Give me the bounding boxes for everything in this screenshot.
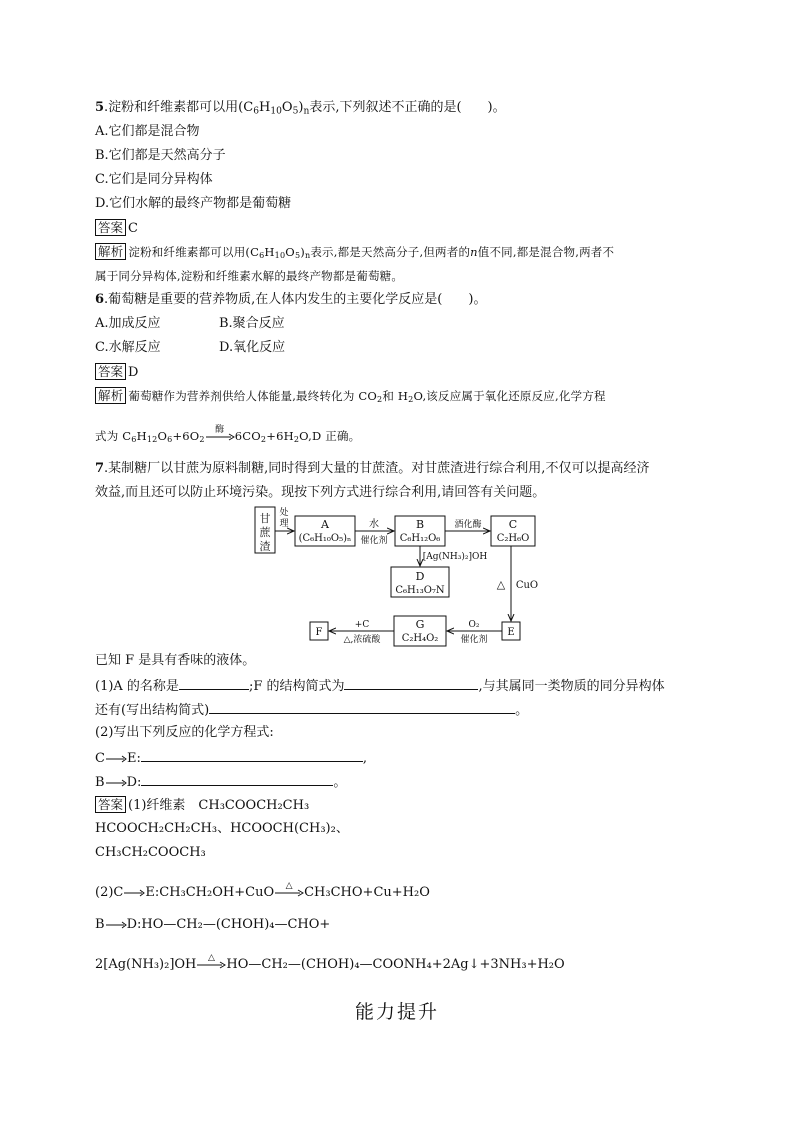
reaction-arrow: △ xyxy=(196,960,226,970)
g-formula: C₂H₄O₂ xyxy=(401,633,439,644)
q6-stem: 6.葡萄糖是重要的营养物质,在人体内发生的主要化学反应是( )。 xyxy=(95,292,487,307)
start-char-2: 蔗 xyxy=(259,526,271,539)
gf-bottom-label: △,浓硫酸 xyxy=(343,635,381,645)
f-name: F xyxy=(315,627,323,638)
q6-explanation-line-1: 解析 葡萄糖作为营养剂供给人体能量,最终转化为 $CO_2$和 $H_2O$,该反应属于氧化还原反应,化学方程 xyxy=(95,387,606,405)
q6-options-row-2 xyxy=(95,339,285,357)
reaction-arrow: 酶 xyxy=(205,432,235,442)
eg-top-label: O₂ xyxy=(468,620,480,630)
q5-option-d: D.它们水解的最终产物都是葡萄糖 xyxy=(95,196,292,211)
reaction-arrow: △ xyxy=(274,888,304,898)
blank-f-structure[interactable] xyxy=(344,676,478,690)
reaction-arrow xyxy=(105,920,127,930)
start-char-1: 甘 xyxy=(259,512,271,525)
a-formula: (C₆H₁₀O₅)ₙ xyxy=(298,533,352,544)
q6-option-a: A.加成反应 xyxy=(95,316,161,331)
arrow-icon xyxy=(196,960,226,970)
start-char-3: 渣 xyxy=(259,540,271,553)
q6-answer: 答案 D xyxy=(95,363,138,382)
blank-c-to-e-equation[interactable] xyxy=(141,748,363,762)
q7-answer-line-1: 答案 (1)纤维素 CH₃COOCH₂CH₃ xyxy=(95,796,309,815)
q7-sub1-line-1: (1)A 的名称是 ;F 的结构简式为 ,与其属同一类物质的同分异构体 xyxy=(95,676,665,696)
q7-sub2: (2)写出下列反应的化学方程式: xyxy=(95,725,274,740)
explanation-tag: 解析 xyxy=(95,243,126,260)
reaction-arrow xyxy=(123,888,145,898)
ce-mark: △ xyxy=(496,578,506,591)
start-arrow-char-2: 理 xyxy=(279,519,289,529)
section-heading: 能力提升 xyxy=(354,1001,439,1023)
c-formula: C₂H₆O xyxy=(496,533,530,544)
arrow-icon xyxy=(105,778,127,788)
b-name: B xyxy=(415,518,425,531)
q7-answer-line-3: CH₃CH₂COOCH₃ xyxy=(95,845,206,860)
gf-top-label: +C xyxy=(354,620,370,630)
bc-top-label: 酒化酶 xyxy=(454,520,482,530)
blank-b-to-d-equation[interactable] xyxy=(141,772,333,786)
q5-option-b: B.它们都是天然高分子 xyxy=(95,148,226,163)
q6-option-b: B.聚合反应 xyxy=(219,316,285,331)
answer-tag: 答案 xyxy=(95,219,126,236)
a-name: A xyxy=(321,518,329,531)
q6-options-row-1 xyxy=(95,315,285,333)
start-arrow-char-1: 处 xyxy=(279,508,289,518)
d-formula: C₆H₁₃O₇N xyxy=(395,585,445,596)
q6-option-c: C.水解反应 xyxy=(95,340,161,355)
arrow-icon xyxy=(105,920,127,930)
arrow-icon xyxy=(105,754,127,764)
eg-bottom-label: 催化剂 xyxy=(460,635,488,645)
reaction-arrow xyxy=(105,754,127,764)
q6-explanation-line-2: 式为 $C_6H_{12}O_6+6O_2$ 酶 $6CO_2+6H_2O,D$ 正确。 xyxy=(95,425,361,444)
ab-bottom-label: 催化剂 xyxy=(360,536,388,546)
blank-isomers[interactable] xyxy=(209,700,515,714)
explanation-tag: 解析 xyxy=(95,387,126,404)
q5-stem: 5.淀粉和纤维素都可以用$(C_6H_{10}O_5)_n$表示,下列叙述不正确的是( )。 xyxy=(95,100,506,117)
q5-explanation-line-2: 属于同分异构体,淀粉和纤维素水解的最终产物都是葡萄糖。 xyxy=(95,269,404,283)
d-name: D xyxy=(415,570,425,583)
answer-tag: 答案 xyxy=(95,363,126,380)
q7-answer-line-2: HCOOCH₂CH₂CH₃、HCOOCH(CH₃)₂、 xyxy=(95,821,349,836)
answer-tag: 答案 xyxy=(95,796,126,813)
arrow-icon xyxy=(274,888,304,898)
q7-equation-1: (2)C E:CH₃CH₂OH+CuO △ CH₃CHO+Cu+H₂O xyxy=(95,880,430,900)
q7-known: 已知 F 是具有香味的液体。 xyxy=(95,653,256,668)
q5-option-c: C.它们是同分异构体 xyxy=(95,172,213,187)
q7-stem-line-1: 7.某制糖厂以甘蔗为原料制糖,同时得到大量的甘蔗渣。对甘蔗渣进行综合利用,不仅可以提高经济 xyxy=(95,461,650,476)
q7-flow-diagram xyxy=(0,500,794,650)
arrow-icon xyxy=(123,888,145,898)
b-formula: C₆H₁₂O₆ xyxy=(399,533,441,544)
q7-equation-2: B D:HO—CH₂—(CHOH)₄—CHO+ xyxy=(95,917,331,932)
q7-c-to-e-line: C E: , xyxy=(95,748,367,768)
q5-option-a: A.它们都是混合物 xyxy=(95,124,200,139)
blank-a-name[interactable] xyxy=(179,676,249,690)
q7-equation-3: 2[Ag(NH₃)₂]OH △ HO—CH₂—(CHOH)₄—COONH₄+2Ag↓+3NH₃+H₂O xyxy=(95,952,565,972)
arrow-icon xyxy=(205,432,235,442)
q7-stem-line-2: 效益,而且还可以防止环境污染。现按下列方式进行综合利用,请回答有关问题。 xyxy=(95,485,546,500)
bd-label: [Ag(NH₃)₂]OH xyxy=(422,552,488,562)
q6-option-d: D.氧化反应 xyxy=(219,340,286,355)
e-name: E xyxy=(507,627,515,638)
q5-answer: 答案 C xyxy=(95,219,138,238)
ab-top-label: 水 xyxy=(369,519,379,530)
c-name: C xyxy=(508,518,518,531)
reaction-arrow xyxy=(105,778,127,788)
q7-sub1-line-2: 还有(写出结构简式) 。 xyxy=(95,700,528,720)
g-name: G xyxy=(415,618,425,631)
q7-b-to-d-line: B D: 。 xyxy=(95,772,346,792)
q5-explanation-line-1: 解析 淀粉和纤维素都可以用$(C_6H_{10}O_5)_n$表示,都是天然高分子,但两者的n值不同,都是混合物,两者不 xyxy=(95,243,614,261)
ce-label: CuO xyxy=(515,580,539,591)
